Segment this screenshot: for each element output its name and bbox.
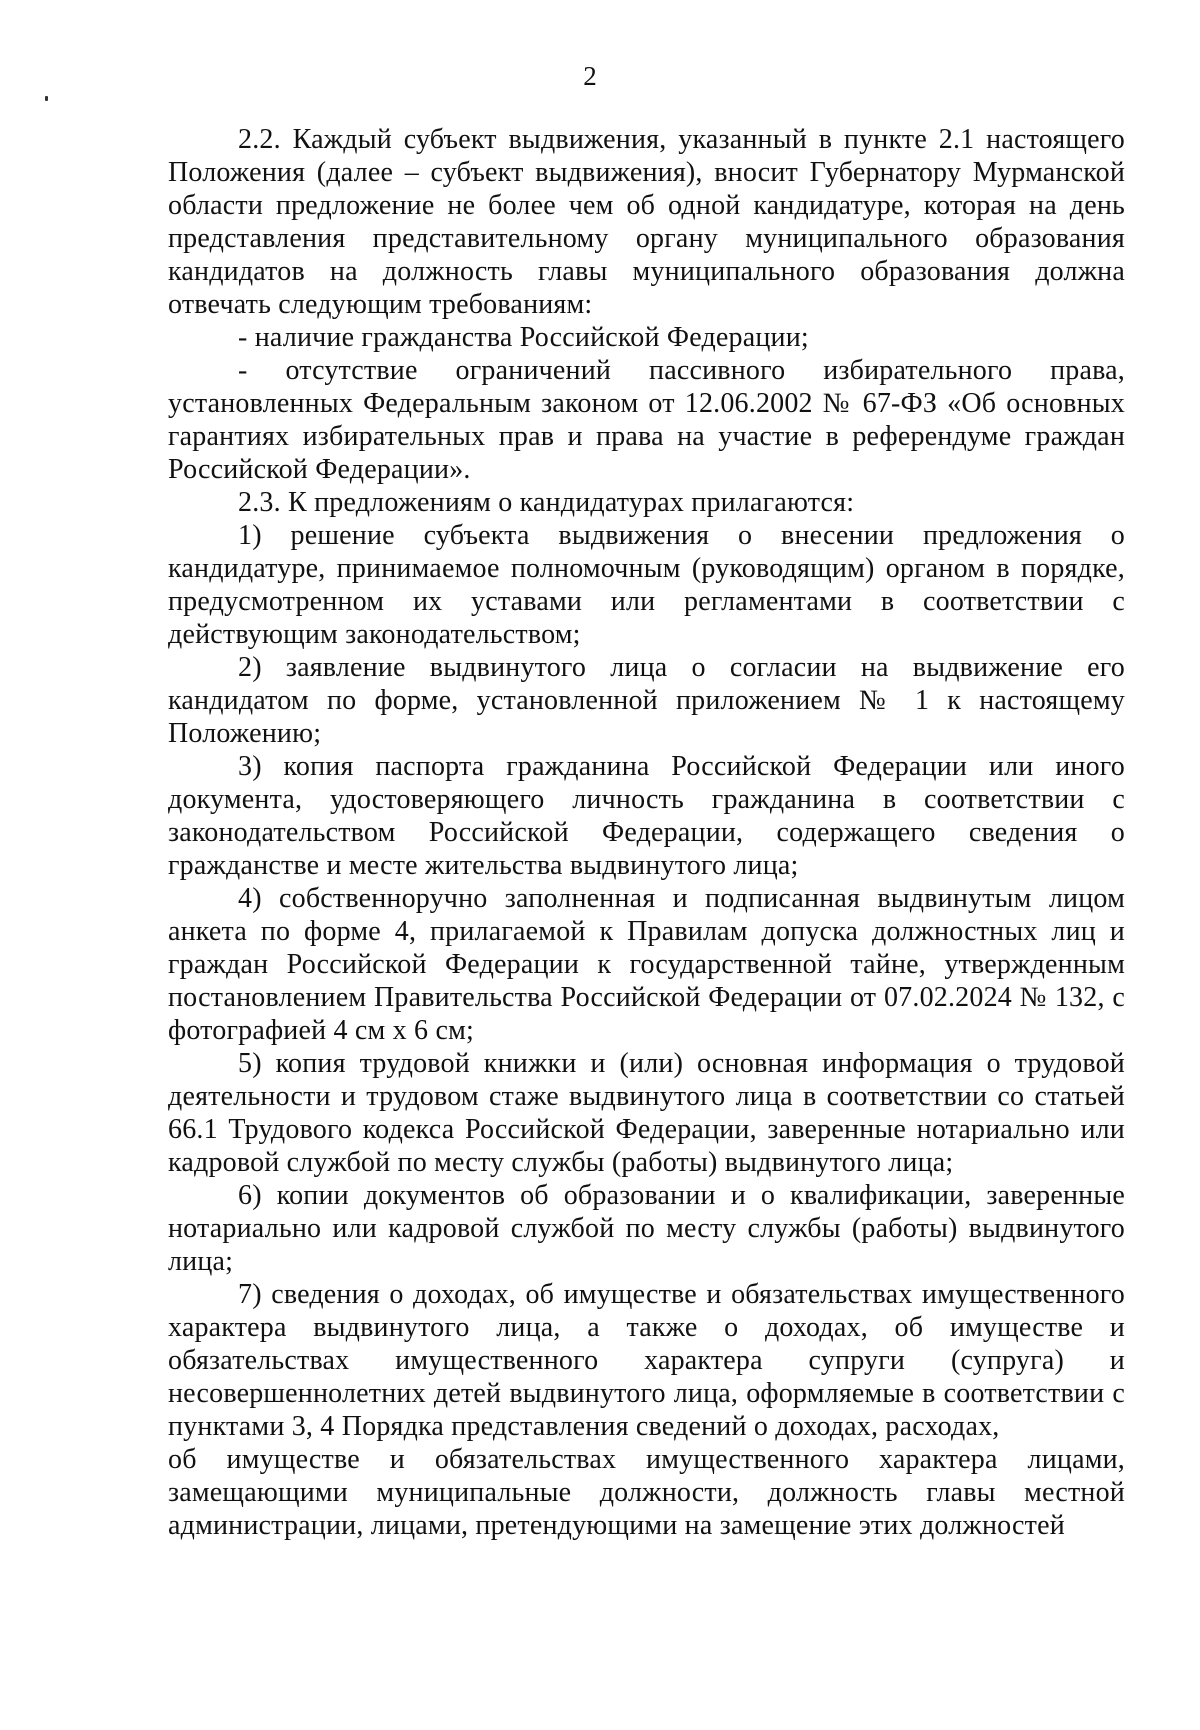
- paragraph-2-3: 2.3. К предложениям о кандидатурах прилагаются:: [238, 487, 855, 518]
- scan-speck: [45, 96, 48, 101]
- list-item-1: 1) решение субъекта выдвижения о внесении предложения о кандидатуре, принимаемое полномочным (руководящим) органом в порядке, предусмотренном их уставами или регламентами в соответствии с действующим законодательством;: [168, 520, 1125, 650]
- page-number: 2: [583, 61, 597, 91]
- requirement-no-restrictions: - отсутствие ограничений пассивного избирательного права, установленных Федеральным законом от 12.06.2002 № 67-ФЗ «Об основных гарантиях избирательных прав и права на участие в референдуме граждан Российской Федерации».: [168, 355, 1125, 485]
- list-item-2: 2) заявление выдвинутого лица о согласии на выдвижение его кандидатом по форме, установленной приложением № 1 к настоящему Положению;: [168, 652, 1125, 749]
- list-item-5: 5) копия трудовой книжки и (или) основная информация о трудовой деятельности и трудовом стаже выдвинутого лица в соответствии со статьей 66.1 Трудового кодекса Российской Федерации, заверенные нотариально или кадровой службой по месту службы (работы) выдвинутого лица;: [168, 1048, 1125, 1178]
- list-item-4: 4) собственноручно заполненная и подписанная выдвинутым лицом анкета по форме 4, прилагаемой к Правилам допуска должностных лиц и граждан Российской Федерации к государственной тайне, утвержденным постановлением Правительства Российской Федерации от 07.02.2024 № 132, с фотографией 4 см х 6 см;: [168, 883, 1125, 1046]
- list-item-7-continuation: об имуществе и обязательствах имущественного характера лицами, замещающими муниципальные должности, должность главы местной администрации, лицами, претендующими на замещение этих должностей: [168, 1444, 1125, 1541]
- list-item-6: 6) копии документов об образовании и о квалификации, заверенные нотариально или кадровой службой по месту службы (работы) выдвинутого лица;: [168, 1180, 1125, 1277]
- list-item-7: 7) сведения о доходах, об имуществе и обязательствах имущественного характера выдвинутого лица, а также о доходах, об имуществе и обязательствах имущественного характера супруги (супруга) и несовершеннолетних детей выдвинутого лица, оформляемые в соответствии с пунктами 3, 4 Порядка представления сведений о доходах, расходах,: [168, 1279, 1125, 1442]
- requirement-citizenship: - наличие гражданства Российской Федерации;: [238, 322, 809, 353]
- list-item-3: 3) копия паспорта гражданина Российской Федерации или иного документа, удостоверяющего личность гражданина в соответствии с законодательством Российской Федерации, содержащего сведения о гражданстве и месте жительства выдвинутого лица;: [168, 751, 1125, 881]
- document-body: [168, 123, 1125, 1542]
- paragraph-2-2: 2.2. Каждый субъект выдвижения, указанный в пункте 2.1 настоящего Положения (далее – субъект выдвижения), вносит Губернатору Мурманской области предложение не более чем об одной кандидатуре, которая на день представления представительному органу муниципального образования кандидатов на должность главы муниципального образования должна отвечать следующим требованиям:: [168, 124, 1125, 320]
